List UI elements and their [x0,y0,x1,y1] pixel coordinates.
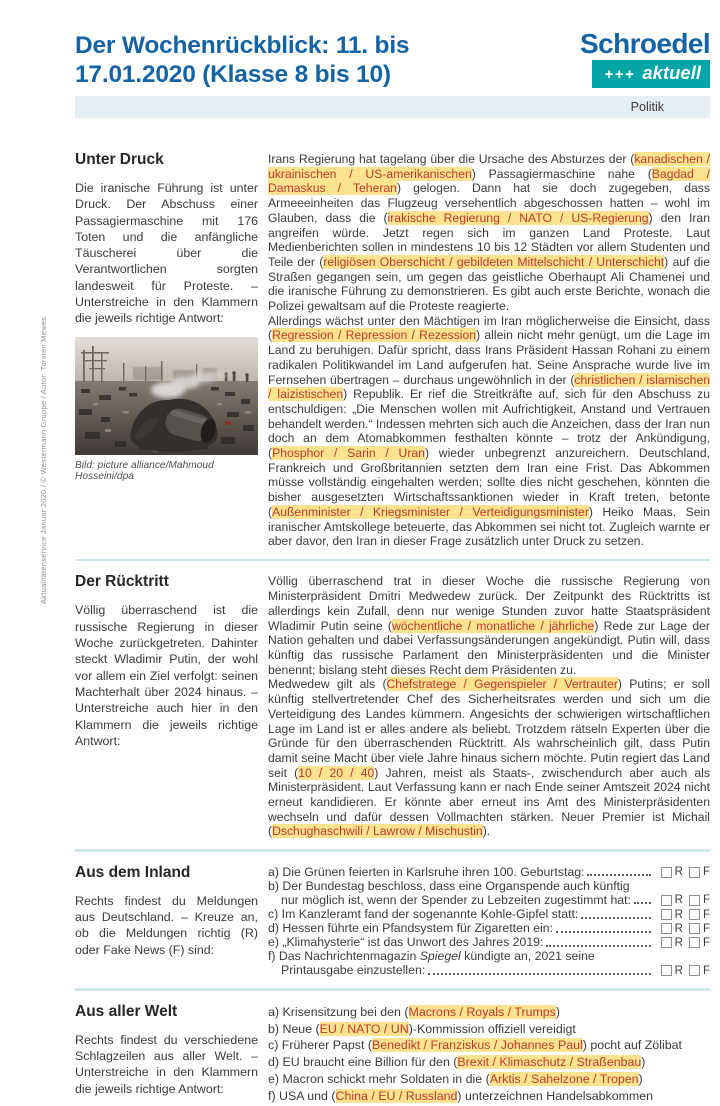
section-der-ruecktritt-left [75,573,258,749]
checkbox-f[interactable] [689,895,700,906]
text-run: f) USA und ( [268,1088,336,1103]
answer-options: Benedikt / Franziskus / Johannes Paul [371,1038,583,1053]
logo-aktuell-text: aktuell [642,62,701,83]
headline [268,1038,710,1053]
answer-options: Bagdad / Damaskus / Teheran [268,166,710,196]
text-run: ) Putins; er soll künftig stellvertretender Chef des Sicherheitsrates werden und sich um die Verteidigung des Landes kümmern. Angesichts der schwierigen wirtschaftlichen Lage im Land ist er alles andere als beliebt. Trotzdem rätseln Experten über die Gründe für den überraschenden Rücktritt. Als wahrscheinlich gilt, dass Putin damit seine Macht über viele Jahre hinaus sichern möchte. Putin regiert das Land seit ( [268,677,710,780]
checklist-line [268,964,710,978]
rf-checkboxes [655,923,710,936]
text-run: b) Neue ( [268,1021,320,1036]
checkbox-r-label: R [674,866,683,879]
checkbox-r[interactable] [661,937,672,948]
headline [268,1005,710,1020]
section-intro-aus-dem-inland: Rechts findest du Meldungen aus Deutschland. – Kreuze an, ob die Meldungen richtig (R) oder Fake News (F) sind: [75,893,258,957]
section-divider [75,849,710,852]
text-run: Völlig überraschend trat in dieser Woche die russische Regierung von Ministerpräsident Dmitri Medwedew zurück. Der Zeitpunkt des Rücktritts ist allerdings kein Zufall, denn nur wenige Stunden zuvor hatte Staatspräsident Wladimir Putin seine ( [268,574,710,633]
text-run: ) allein nicht mehr genügt, um die Lage im Land zu beruhigen. Dafür spricht, dass Irans Präsident Hassan Rohani zu einem radikalen Politikwandel im Land aufgerufen hat. Seine Ansprache wurde live im Fernsehen übertragen – durchaus ungewöhnlich in der ( [268,328,711,387]
section-heading-aus-dem-inland: Aus dem Inland [75,863,191,881]
checklist-line [268,950,710,964]
checklist-text [268,964,425,978]
checkbox-f-label: F [702,922,710,935]
text-run: e) Macron schickt mehr Soldaten in die ( [268,1072,490,1087]
dotted-leader [634,902,651,904]
checkbox-f-label: F [702,894,710,907]
section-aus-dem-inland-left [75,864,258,958]
text-run: ) gelogen. Dann hat sie doch zugegeben, dass Armeeeinheiten das Flugzeug versehentlich abgeschossen hatten – wohl im Glauben, dass die ( [268,181,710,225]
dotted-leader [587,874,650,876]
rf-checkboxes [655,909,710,922]
answer-options: wöchentliche / monatliche / jährliche [391,618,595,633]
rf-checkboxes [655,965,710,978]
text-run: nur möglich ist, wenn der Spender zu Lebzeiten zugestimmt hat: [281,892,631,907]
paragraph [268,677,710,839]
checklist-line [268,922,710,936]
answer-options: China / EU / Russland [335,1088,458,1103]
answer-options: christlichen / islamischen / laizistischen [268,372,710,402]
dotted-leader [581,917,650,919]
text-run: ) Republik. Er rief die Streitkräfte auf, sich für den Abschuss zu entschuldigen: „Die Menschen wollen mit Aufrichtigkeit, Anstand und Vertrauen behandelt werden.“ Indessen mehrten sich auch die Anzeichen, dass der Iran nun doch an dem Atomabkommen festhalten könnte – trotz der Ankündigung, ( [268,387,710,461]
checkbox-f-label: F [702,908,710,921]
page-title-line2: 17.01.2020 (Klasse 8 bis 10) [75,61,391,88]
paragraph [268,152,710,314]
photo-caption: Bild: picture alliance/Mahmoud Hosseini/dpa [75,459,214,482]
section-unter-druck-left [75,151,258,482]
checklist-line [268,894,710,908]
checklist-text [268,880,630,894]
paragraph [268,314,710,549]
rf-checkboxes [655,937,710,950]
checklist-line [268,880,710,894]
checkbox-f[interactable] [689,965,700,976]
text-run: kündigte an, 2021 seine [460,949,595,964]
text-run: ) wieder unbegrenzt anzureichern. Deutschland, Frankreich und Großbritannien setzten dem Iran eine Frist. Das Abkommen müsse vollständig eingehalten werden; sollte dies nicht geschehen, könnten die bisher ausgesetzten Wirtschaftssanktionen wieder in Kraft treten, betonte ( [268,446,710,519]
checkbox-f[interactable] [689,867,700,878]
checklist-text [268,936,543,950]
logo-brand-text: Schroedel [580,28,710,59]
checkbox-r-label: R [674,894,683,907]
answer-options: Macrons / Royals / Trumps [408,1004,556,1019]
checkbox-f[interactable] [689,937,700,948]
answer-options: religiösen Oberschicht / gebildeten Mittelschicht / Unterschicht [323,254,665,269]
page-title [75,31,409,89]
checkbox-f-label: F [702,964,710,977]
text-run: d) EU braucht eine Billion für den ( [268,1055,458,1070]
logo-tagline [592,60,710,88]
section-intro-aus-aller-welt: Rechts findest du verschiedene Schlagzeilen aus aller Welt. – Unterstreiche in den Klammern die jeweils richtige Antwort: [75,1032,258,1096]
checklist-text [268,908,578,922]
answer-options: Außenminister / Kriegsminister / Verteidigungsminister [272,504,589,519]
text-run: ) [555,1004,561,1019]
page-title-line1: Der Wochenrückblick: 11. bis [75,32,410,59]
checkbox-r[interactable] [661,867,672,878]
crash-photo-figure [75,337,258,482]
headline [268,1055,710,1070]
text-run: c) Im Kanzleramt fand der sogenannte Kohle-Gipfel statt: [268,906,579,921]
section-aus-dem-inland [75,864,710,979]
answer-options: Arktis / Sahelzone / Tropen [489,1072,639,1087]
section-heading-unter-druck: Unter Druck [75,151,164,168]
section-der-ruecktritt [75,573,710,839]
publisher-logo [580,30,710,88]
checkbox-f[interactable] [689,923,700,934]
crash-photo [75,337,258,455]
answer-options: Brexit / Klimaschutz / Straßenbau [457,1055,642,1070]
checkbox-r-label: R [674,964,683,977]
text-run: c) Früherer Papst ( [268,1038,372,1053]
headline [268,1089,710,1104]
section-heading-aus-aller-welt: Aus aller Welt [75,1002,178,1020]
checkbox-r[interactable] [661,965,672,976]
section-heading-der-ruecktritt: Der Rücktritt [75,573,169,591]
checkbox-r-label: R [674,936,683,949]
checklist-text [268,950,595,964]
text-run: ) [641,1055,646,1070]
text-run: ) Jahren, meist als Staats-, zwischendurch aber auch als Ministerpräsident. Laut Verfassung kann er nach Ende seiner Amtszeit 2024 nicht erneut kandidieren. Er könnte aber erneut ins Amt des Ministerpräsidenten wechseln und dafür dessen Vollmachten stärken. Neuer Premier ist Michail ( [268,765,710,839]
category-bar [75,96,710,118]
section-body-unter-druck [268,152,710,549]
text-run: e) „Klimahysterie“ ist das Unwort des Jahres 2019: [268,935,544,950]
section-divider [75,559,710,562]
checklist-text [268,922,553,936]
answer-options: EU / NATO / UN [319,1021,409,1036]
world-headlines [268,1005,710,1106]
checkbox-r-label: R [674,922,683,935]
text-run: d) Hessen führte ein Pfandsystem für Zigaretten ein: [268,921,554,936]
paragraph [268,574,710,677]
checkbox-r[interactable] [661,923,672,934]
section-intro-unter-druck: Die iranische Führung ist unter Druck. Der Abschuss einer Passagiermaschine mit 176 Toten und die anfängliche Täuscherei über die Verantwortlichen sorgten landesweit für Proteste. – Unterstreiche in den Klammern die jeweils richtige Antwort: [75,181,258,326]
text-run: Allerdings wächst unter den Mächtigen im Iran möglicherweise die Einsicht, dass ( [268,313,710,343]
inland-checklist [268,866,710,979]
answer-options: kanadischen / ukrainischen / US-amerikanischen [268,152,710,181]
section-unter-druck [75,151,710,549]
answer-options: irakische Regierung / NATO / US-Regierung [387,210,649,225]
answer-options: Dschughaschwili / Lawrow / Mischustin [272,824,483,839]
text-run: ) [638,1072,643,1087]
answer-options: Chefstratege / Gegenspieler / Vertrauter [386,677,618,692]
text-run: Irans Regierung hat tagelang über die Ursache des Absturzes der ( [268,152,635,166]
text-run: ). [482,824,491,839]
dotted-leader [556,931,651,933]
section-body-der-ruecktritt [268,574,710,839]
text-run: b) Der Bundestag beschloss, dass eine Organspende auch künftig [268,878,630,893]
headline [268,1072,710,1087]
dotted-leader [546,945,650,947]
text-run: ) Passagiermaschine nahe ( [471,166,652,181]
text-run: ) pocht auf Zölibat [582,1038,682,1053]
logo-plus-signs: +++ [604,66,636,83]
dotted-leader [428,973,650,975]
headline [268,1022,710,1037]
checkbox-r-label: R [674,908,683,921]
text-run: ) auf die Straßen gegangen sein, um gegen das geistliche Oberhaupt Ali Chamenei und die iranische Führung zu demonstrieren. Es gibt auch erste Berichte, wonach die Polizei gewaltsam auf die Proteste reagierte. [268,254,711,314]
section-aus-aller-welt-left [75,1003,258,1097]
text-run: )-Kommission offiziell vereidigt [408,1021,576,1036]
text-run: Medwedew gilt als ( [268,677,387,692]
checkbox-f-label: F [702,866,710,879]
checklist-text [268,894,631,908]
text-run: a) Krisensitzung bei den ( [268,1004,409,1019]
copyright-credit: Aktualitätenservice Januar 2020 / © Westermann Gruppe / Autor: Torsten Mewes [39,316,48,604]
text-run: ) den Iran angreifen würde. Jetzt regen sich im ganzen Land Proteste. Laut Medienberichten sollen in mindestens 10 bis 12 Städten vor allem Studenten und Teile der ( [268,210,710,269]
text-run: ) Heiko Maas. Sein iranischer Amtskollege beteuerte, das Abkommen sei nicht tot. Zugleich warnte er aber davor, den Iran in dieser Frage zusätzlich unter Druck zu setzen. [268,504,710,549]
text-run: a) Die Grünen feierten in Karlsruhe ihren 100. Geburtstag: [268,864,585,879]
section-divider [75,988,710,991]
text-run: ) unterzeichnen Handelsabkommen [457,1088,654,1103]
checkbox-r[interactable] [661,909,672,920]
checklist-line [268,936,710,950]
text-run: f) Das Nachrichtenmagazin [268,949,420,964]
answer-options: 10 / 20 / 40 [298,765,375,780]
checkbox-f-label: F [702,936,710,949]
checkbox-f[interactable] [689,909,700,920]
checklist-line [268,866,710,880]
text-run: Printausgabe einzustellen: [281,963,426,978]
checkbox-r[interactable] [661,895,672,906]
italic-text: Spiegel [419,949,461,964]
checklist-text [268,866,584,880]
category-label: Politik [630,100,664,114]
text-run: ) Rede zur Lage der Nation gehalten und dabei Verfassungsänderungen angekündigt. Putin will, dass künftig das russische Parlament den Ministerpräsidenten und die Minister benennt; bislang steht dieses Recht dem Präsidenten zu. [268,618,710,677]
section-aus-aller-welt [75,1003,710,1106]
answer-options: Regression / Repression / Rezession [272,328,477,343]
masthead [75,28,710,89]
section-intro-der-ruecktritt: Völlig überraschend ist die russische Regierung in dieser Woche zurückgetreten. Dahinter steckt Wladimir Putin, der wohl vor allem ein Ziel verfolgt: seinen Machterhalt über 2024 hinaus. – Unterstreiche auch hier in den Klammern die jeweils richtige Antwort: [75,603,258,748]
answer-options: Phosphor / Sarin / Uran [272,446,425,461]
rf-checkboxes [655,866,710,879]
rf-checkboxes [655,894,710,907]
checklist-line [268,908,710,922]
